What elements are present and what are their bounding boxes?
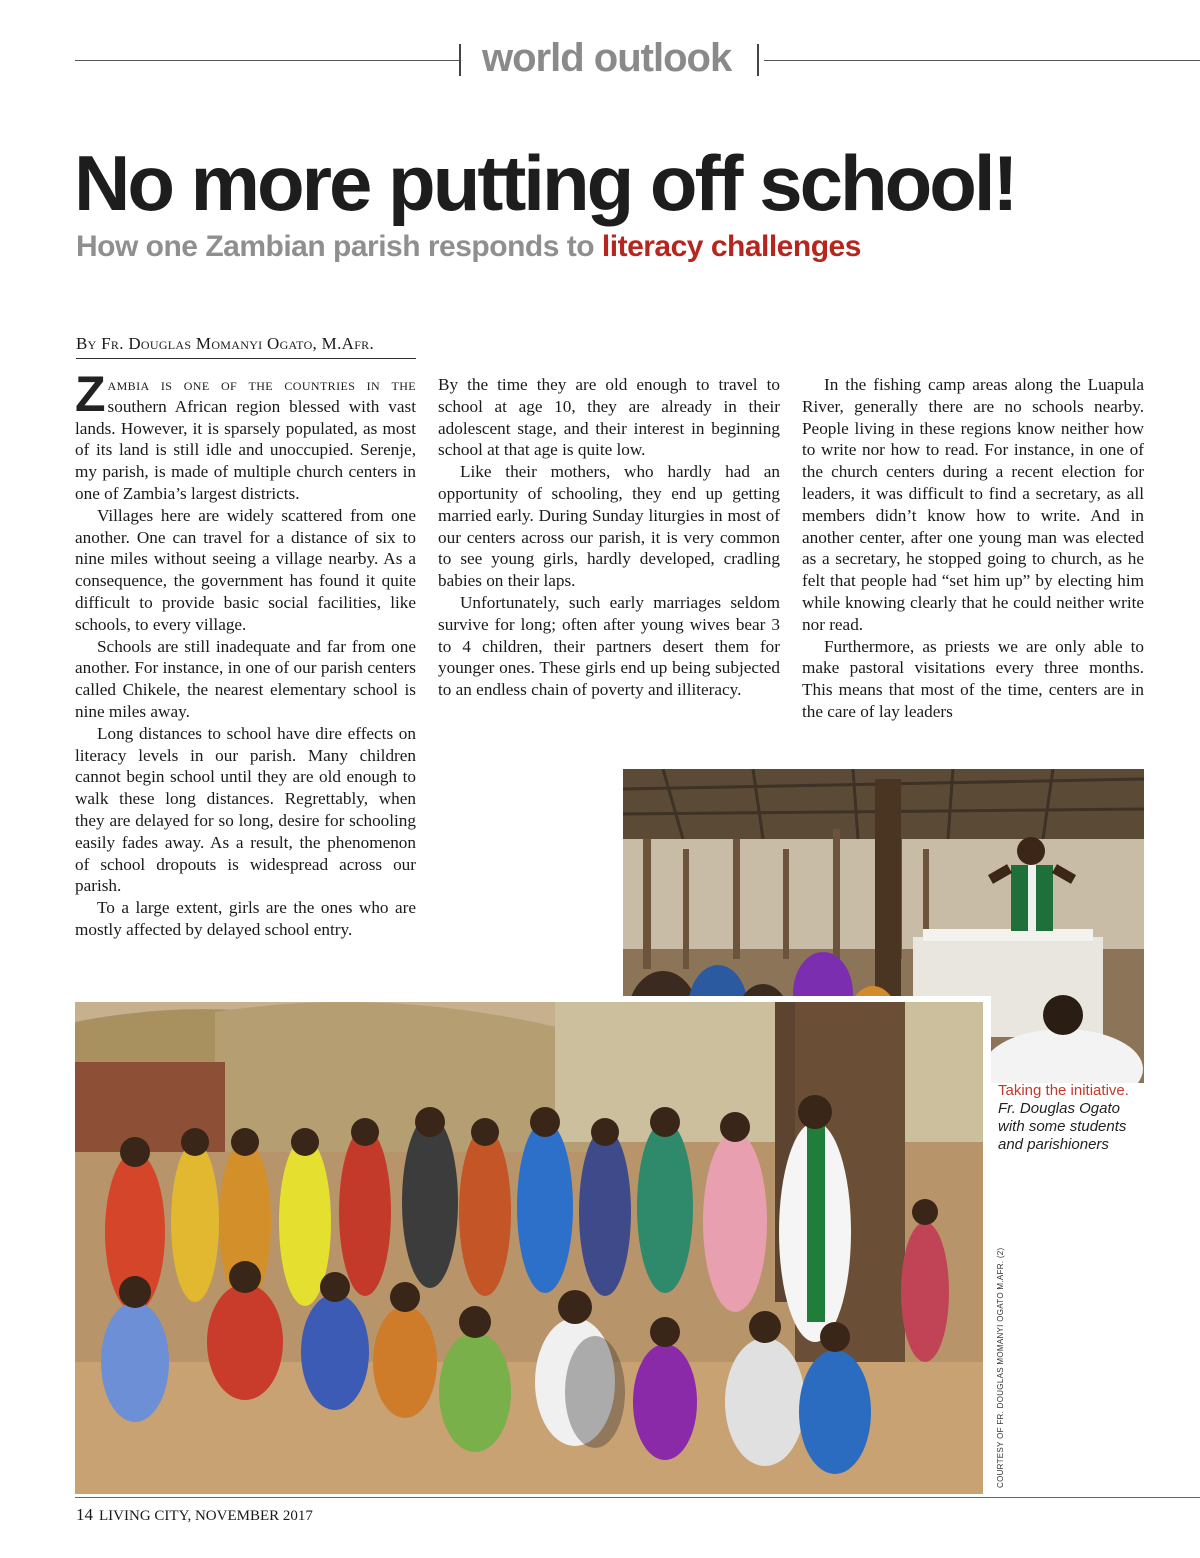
- headline: No more putting off school!: [74, 139, 1016, 227]
- caption-body: Fr. Douglas Ogato with some students and parishioners: [998, 1100, 1127, 1153]
- paragraph-9: In the fishing camp areas along the Luapula River, generally there are no schools nearby. People living in these regions know neither how to write nor how to read. For instance, in one of the church centers during a recent election for leaders, it was difficult to find a secretary, as all members didn’t know how to write. And in another center, after one young man was elected as a secretary, he stopped going to church, as he felt that people had “set him up” by electing him while knowing clearly that he could neither write nor read.: [802, 375, 1144, 634]
- paragraph-1-text: southern African region blessed with vast lands. However, it is sparsely populated, as most of its land is still idle and unoccupied. Serenje, my parish, is made of multiple church centers in one of Zambia’s largest districts.: [75, 396, 416, 503]
- header-rule-left: [75, 60, 460, 61]
- photo-group-parishioners: [75, 996, 991, 1494]
- body-column-2: [438, 374, 780, 701]
- lead-in-smallcaps: ambia is one of the countries in the: [107, 375, 416, 394]
- drop-cap: Z: [75, 366, 106, 422]
- paragraph-4: Long distances to school have dire effects on literacy levels in our parish. Many children cannot begin school until they are old enough to walk these long distances. Regrettably, when they are delayed for so long, desire for schooling easily fades away. As a result, the phenomenon of school dropouts is widespread across our parish.: [75, 723, 416, 896]
- caption-title: Taking the initiative.: [998, 1082, 1129, 1099]
- body-column-1: [75, 366, 416, 941]
- paragraph-3: Schools are still inadequate and far from one another. For instance, in one of our parish centers called Chikele, the nearest elementary school is nine miles away.: [75, 636, 416, 721]
- paragraph-6: By the time they are old enough to travel to school at age 10, they are already in their adolescent stage, and their interest in beginning school at that age is quite low.: [438, 375, 780, 460]
- body-column-3: [802, 374, 1144, 723]
- byline-rule: [76, 358, 416, 359]
- paragraph-2: Villages here are widely scattered from one another. One can travel for a distance of six to nine miles without seeing a village nearby. As a consequence, the government has found it quite difficult to provide basic social facilities, like schools, to every village.: [75, 505, 416, 634]
- section-title: world outlook: [482, 36, 732, 80]
- header-tick-left: [459, 44, 461, 76]
- paragraph-7: Like their mothers, who hardly had an opportunity of schooling, they end up getting married early. During Sunday liturgies in most of our centers across our parish, it is very common to see young girls, hardly developed, cradling babies on their laps.: [438, 462, 780, 591]
- byline: By Fr. Douglas Momanyi Ogato, M.Afr.: [76, 334, 375, 353]
- page-number: 14: [76, 1505, 93, 1524]
- subhead: [76, 230, 861, 264]
- paragraph-5: To a large extent, girls are the ones who are mostly affected by delayed school entry.: [75, 898, 416, 939]
- photo-caption: [998, 1082, 1148, 1154]
- photo-credit: COURTESY OF FR. DOUGLAS MOMANYI OGATO M.AFR. (2): [996, 1247, 1005, 1488]
- subhead-accent: literacy challenges: [601, 230, 861, 263]
- header-tick-right: [757, 44, 759, 76]
- header-rule-right: [764, 60, 1200, 61]
- footer: [76, 1505, 313, 1525]
- publication-line: LIVING CITY, NOVEMBER 2017: [99, 1508, 313, 1524]
- subhead-text: How one Zambian parish responds to: [76, 230, 602, 263]
- paragraph-8: Unfortunately, such early marriages seldom survive for long; often after young wives bear 3 to 4 children, their partners desert them for younger ones. These girls end up being subjected to an endless chain of poverty and illiteracy.: [438, 592, 780, 700]
- paragraph-10: Furthermore, as priests we are only able to make pastoral visitations every three months. This means that most of the time, centers are in the care of lay leaders: [802, 636, 1144, 721]
- paragraph-1: [75, 366, 416, 505]
- footer-rule: [75, 1497, 1200, 1498]
